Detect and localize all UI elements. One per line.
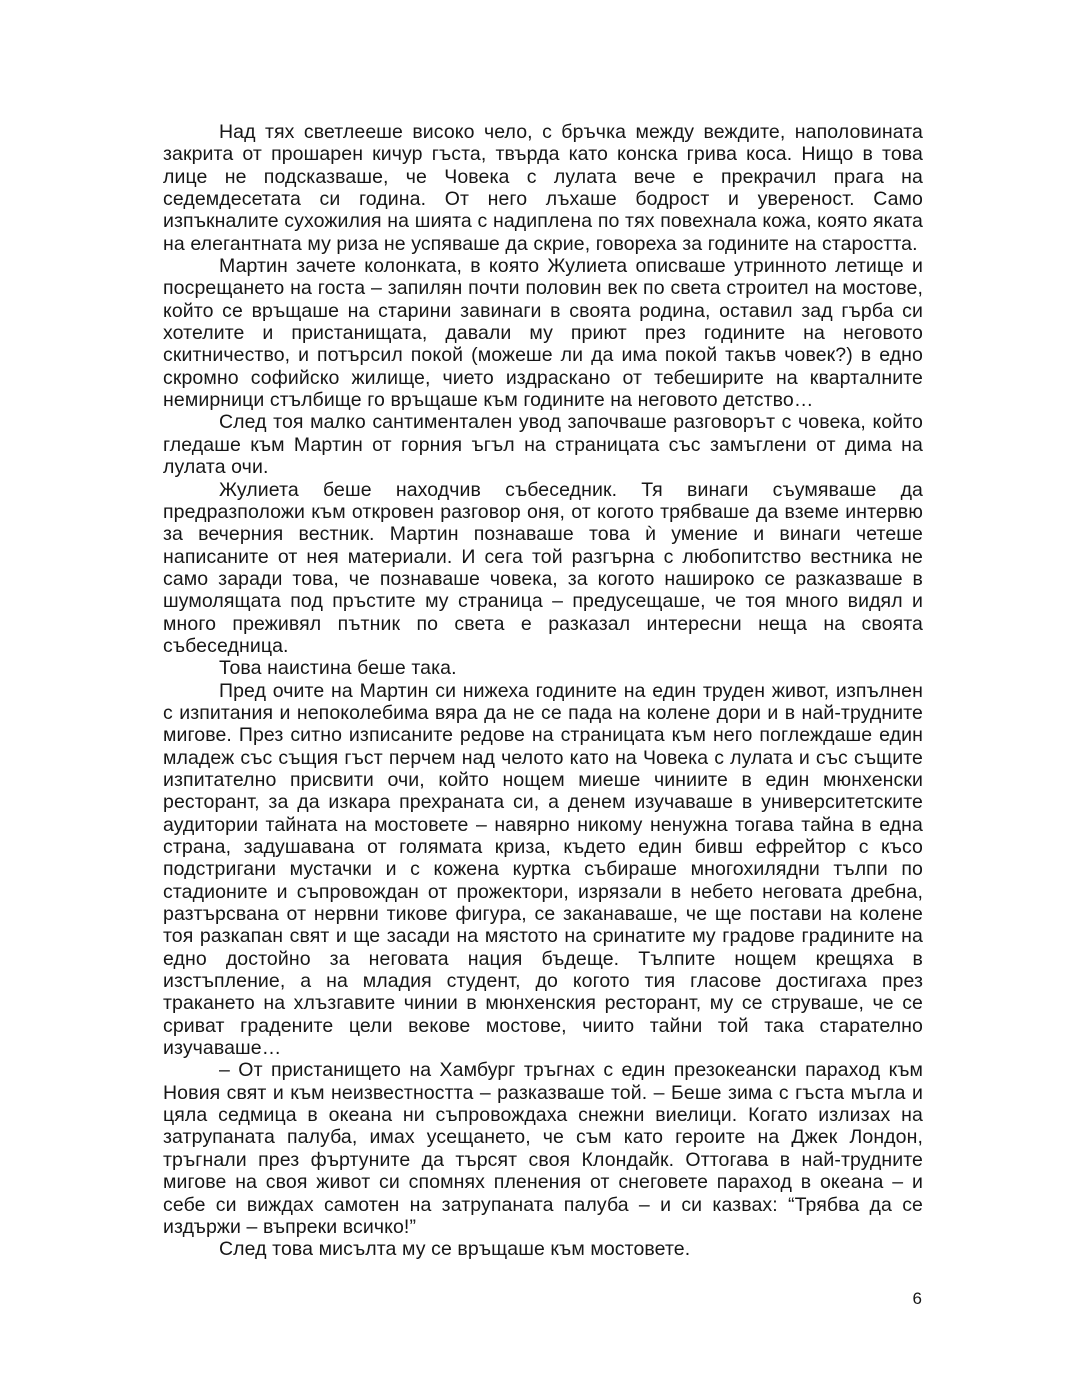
paragraph: Над тях светлееше високо чело, с бръчка между веждите, наполовината закрита от прошарен кичур гъста, твърда като конска грива коса. Нищо в това лице не подсказваше, че Човека с лулата вече е прекрачил прага на седемдесетата си година. От него лъхаше бодрост и увереност. Само изпъкналите сухожилия на шията с надиплена по тях повехнала кожа, която яката на елегантната му риза не успяваше да скрие, говореха за годините на старостта. (163, 121, 923, 255)
paragraph: – От пристанището на Хамбург тръгнах с един презокеански параход към Новия свят и към неизвестността – разказваше той. – Беше зима с гъста мъгла и цяла седмица в океана ни съпровождаха снежни виелици. Когато излизах на затрупаната палуба, имах усещането, че съм като героите на Джек Лондон, тръгнали през фъртуните да търсят своя Клондайк. Оттогава в най-трудните мигове на своя живот си спомнях пленения от снеговете параход в океана – и себе си виждах самотен на затрупаната палуба – и си казвах: “Трябва да се издържи – въпреки всичко!” (163, 1059, 923, 1238)
paragraph: Жулиета беше находчив събеседник. Тя винаги съумяваше да предразположи към откровен разговор оня, от когото трябваше да вземе интервю за вечерния вестник. Мартин познаваше това ѝ умение и винаги четеше написаните от нея материали. И сега той разгърна с любопитство вестника не само заради това, че познаваше човека, за когото нашироко се разказваше в шумолящата под пръстите му страница – предусещаше, че тоя много видял и много преживял пътник по света е разказал интересни неща на своята събеседница. (163, 478, 923, 657)
paragraph: След тоя малко сантиментален увод започваше разговорът с човека, който гледаше към Мартин от горния ъгъл на страницата със замъглени от дима на лулата очи. (163, 411, 923, 479)
paragraph: Пред очите на Мартин си нижеха годините на един труден живот, изпълнен с изпитания и непоколебима вяра да не се пада на колене дори и в най-трудните мигове. През ситно изписаните редове на страницата към него поглеждаше един младеж със същия гъст перчем над челото като на Човека с лулата и със същите изпитателно присвити очи, който нощем миеше чиниите в един мюнхенски ресторант, за да изкара прехраната си, а денем изучаваше в университетските аудитории тайната на мостовете – навярно никому ненужна тогава тайна в една страна, задушавана от голямата криза, където един бивш ефрейтор с късо подстригани мустачки и с кожена куртка събираше многохилядни тълпи по стадионите и съпровождан от прожектори, изрязали в небето неговата дребна, разтърсвана от нервни тикове фигура, се заканаваше, че ще постави на колене тоя разкапан свят и ще засади на мястото на сринатите му градове градините на едно достойно за неговата нация бъдеще. Тълпите нощем крещяха в изстъпление, а на младия студент, до когото тия гласове достигаха през тракането на хлъзгавите чинии в мюнхенския ресторант, му се струваше, че се сриват градените цели векове мостове, чиито тайни той така старателно изучаваше… (163, 679, 923, 1060)
paragraph: Мартин зачете колонката, в която Жулиета описваше утринното летище и посрещането на госта – запилян почти половин век по света строител на мостове, който се връщаше на старини завинаги в своята родина, оставил зад гърба си хотелите и пристанищата, давали му приют през годините на неговото скитничество, и потърсил покой (можеше ли да има покой такъв човек?) в едно скромно софийско жилище, чието издраскано от тебеширите на кварталните немирници стълбище го връщаше към годините на неговото детство… (163, 255, 923, 412)
paragraph: След това мисълта му се връщаше към мостовете. (219, 1238, 691, 1261)
paragraph: Това наистина беше така. (219, 657, 457, 680)
page-number: 6 (912, 1289, 922, 1308)
page-text-block (163, 121, 923, 1261)
